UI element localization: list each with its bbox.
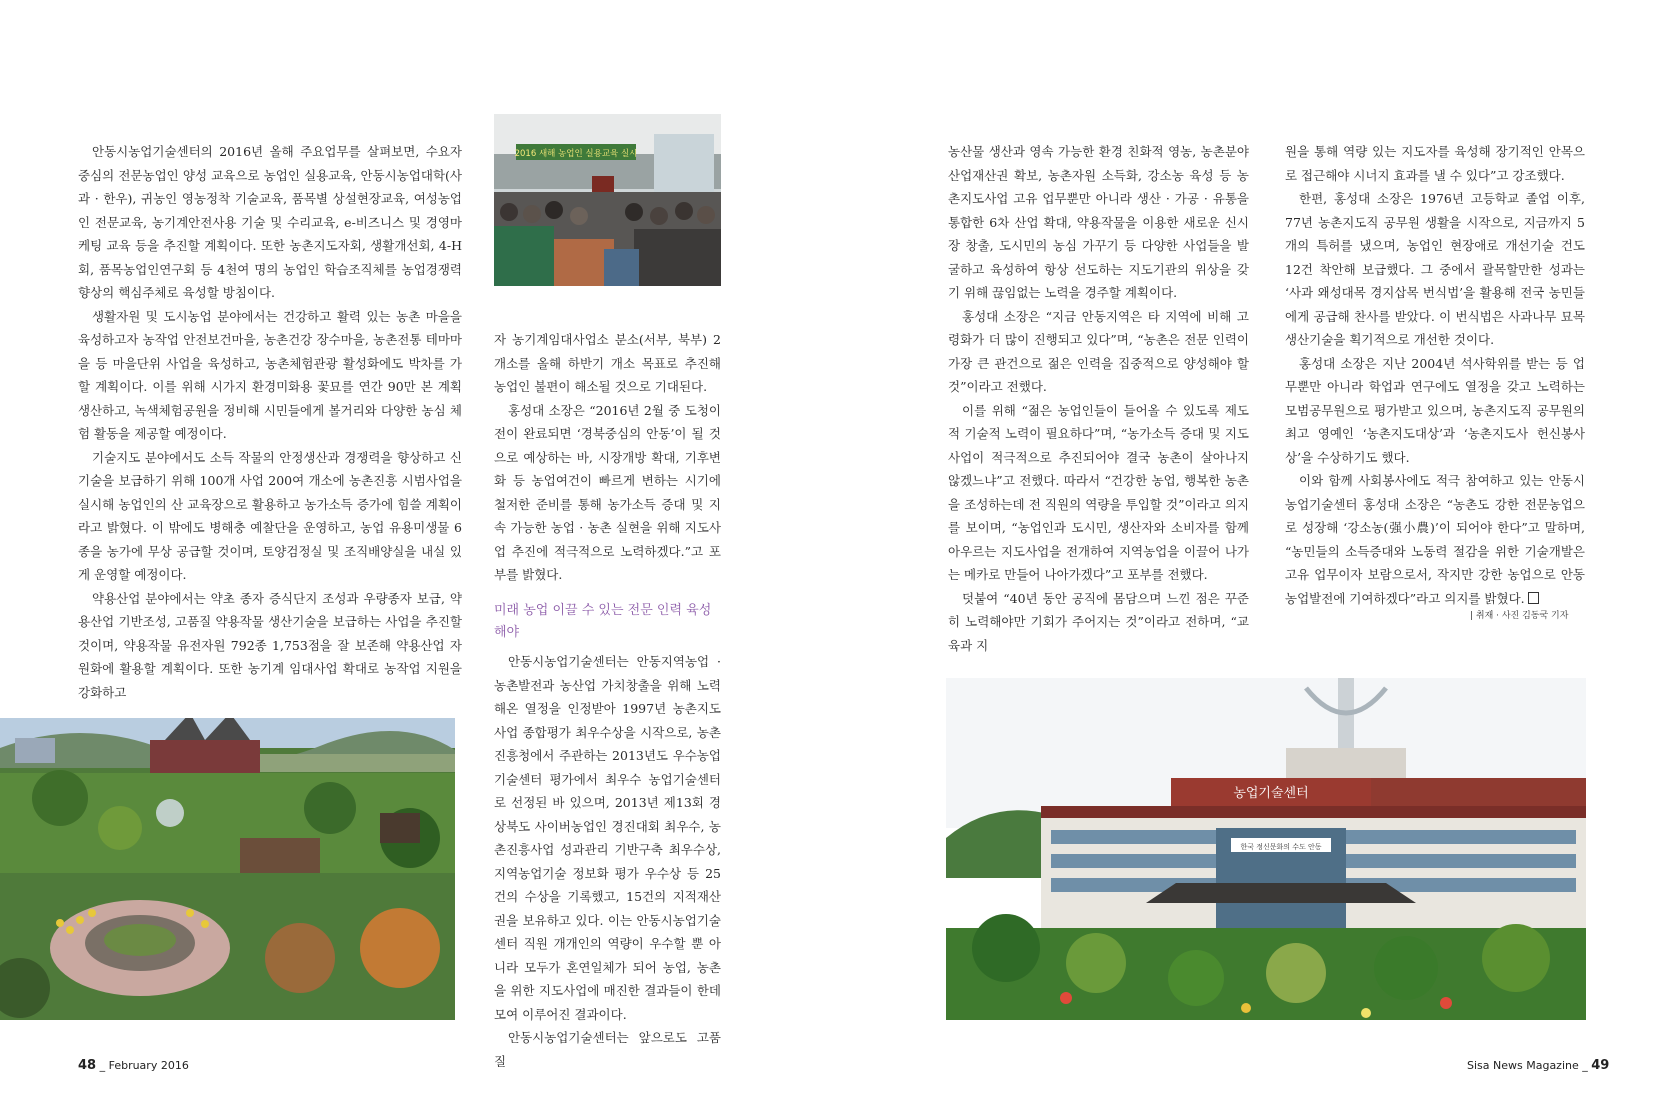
paragraph — [1285, 469, 1585, 610]
paragraph: 약용산업 분야에서는 약초 종자 증식단지 조성과 우량종자 보급, 약용산업 기반조성, 고품질 약용작물 생산기술을 보급하는 사업을 추진할 것이며, 약용작물 유전자원 792종 1,753점을 잘 보존해 약용산업 자원화에 활용할 계획이다. 또한 농기계 임대사업 확대로 농작업 지원을 강화하고 — [78, 590, 462, 700]
left-column-2b — [494, 650, 721, 1073]
seminar-photo — [494, 114, 721, 286]
end-mark-icon — [1528, 592, 1539, 604]
paragraph: 안동시농업기술센터는 앞으로도 고품질 — [494, 1030, 721, 1069]
paragraph: 기술지도 분야에서도 소득 작물의 안정생산과 경쟁력을 향상하고 신기술을 보급하기 위해 100개 사업 200여 개소에 농촌진흥 시범사업을 실시해 농업인의 산 교육장으로 활용하고 농가소득 증가에 힘쓸 계획이라고 밝혔다. 이 밖에도 병해충 예찰단을 운영하고, 농업 유용미생물 6종을 농가에 무상 공급할 것이며, 토양검정실 및 조직배양실을 내실 있게 운영할 예정이다. — [78, 449, 462, 582]
left-column-2 — [494, 328, 721, 587]
paragraph: 안동시농업기술센터는 안동지역농업 · 농촌발전과 농산업 가치창출을 위해 노력해온 열정을 인정받아 1997년 농촌지도사업 종합평가 최우수상을 시작으로, 농촌진흥청에서 주관하는 2013년도 우수농업기술센터 평가에서 최우수 농업기술센터로 선정된 바 있으며, 2013년 제13회 경상북도 사이버농업인 경진대회 최우수, 농촌진흥사업 성과관리 기반구축 최우수상, 지역농업기술 정보화 평가 우수상 등 25건의 수상을 기록했고, 15건의 지적재산권을 보유하고 있다. 이는 안동시농업기술센터 직원 개개인의 역량이 우수할 뿐 아니라 모두가 혼연일체가 되어 농업, 농촌을 위한 지도사업에 매진한 결과들이 한데 모여 이루어진 결과이다. — [494, 654, 721, 1022]
paragraph: 농산물 생산과 영속 가능한 환경 친화적 영농, 농촌분야 산업재산권 확보, 농촌자원 소득화, 강소농 육성 등 농촌지도사업 고유 업무뿐만 아니라 생산 · 가공 · 유통을 통합한 6차 산업 확대, 약용작물을 이용한 새로운 신시장 창출, 도시민의 농심 가꾸기 등 다양한 사업들을 발굴하고 육성하여 항상 선도하는 지도기관의 위상을 갖기 위해 끊임없는 노력을 경주할 계획이다. — [948, 144, 1249, 300]
paragraph: 자 농기계임대사업소 분소(서부, 북부) 2개소를 올해 하반기 개소 목표로 추진해 농업인 불편이 해소될 것으로 기대된다. — [494, 332, 721, 394]
garden-aerial-photo — [0, 718, 455, 1020]
left-page-footer — [78, 1058, 189, 1073]
right-page-footer — [1467, 1058, 1609, 1073]
paragraph: 덧붙여 “40년 동안 공직에 몸담으며 느낀 점은 꾸준히 노력해야만 기회가 주어지는 것”이라고 전하며, “교육과 지 — [948, 590, 1249, 653]
center-building-photo — [946, 678, 1586, 1020]
paragraph-text: 이와 함께 사회봉사에도 적극 참여하고 있는 안동시농업기술센터 홍성대 소장은 “농촌도 강한 전문농업으로 성장해 ‘강소농(强小農)’이 되어야 한다”고 말하며, “농민들의 소득증대와 노동력 절감을 위한 기술개발은 고유 업무이자 보람으로서, 작지만 강한 농업으로 안동농업발전에 기여하겠다”라고 의지를 밝혔다. — [1285, 473, 1585, 606]
paragraph: 홍성대 소장은 “지금 안동지역은 타 지역에 비해 고령화가 더 많이 진행되고 있다”며, “농촌은 전문 인력이 가장 큰 관건으로 젊은 인력을 집중적으로 양성해야 할 것”이라고 전했다. — [948, 308, 1249, 394]
paragraph: 생활자원 및 도시농업 분야에서는 건강하고 활력 있는 농촌 마을을 육성하고자 농작업 안전보건마을, 농촌건강 장수마을, 농촌전통 테마마을 등 마을단위 사업을 육성하고, 농촌체험관광 활성화에도 박차를 가할 계획이다. 이를 위해 시가지 환경미화용 꽃묘를 연간 90만 본 계획 생산하고, 녹색체험공원을 정비해 시민들에게 볼거리와 다양한 농심 체험 활동을 제공할 예정이다. — [78, 308, 462, 441]
building-sign-text: 농업기술센터 — [1233, 786, 1309, 801]
left-column-1 — [78, 140, 462, 704]
paragraph: 이를 위해 “젊은 농업인들이 들어올 수 있도록 제도적 기술적 노력이 필요하다”며, “농가소득 증대 및 지도사업이 적극적으로 추진되어야 결국 농촌이 살아나지 않겠느냐”고 전했다. 따라서 “건강한 농업, 행복한 농촌을 조성하는데 전 직원의 역량을 투입할 것”이라고 의지를 보이며, “농업인과 도시민, 생산자와 소비자를 함께 아우르는 지도사업을 전개하여 지역농업을 이끌어 나가는 메카로 만들어 나아가겠다”고 포부를 전했다. — [948, 402, 1249, 582]
building-plaque-text: 한국 정신문화의 수도 안동 — [1240, 843, 1322, 851]
paragraph: 홍성대 소장은 “2016년 2월 중 도청이전이 완료되면 ‘경북중심의 안동’이 될 것으로 예상하는 바, 시장개방 확대, 기후변화 등 농업여건이 빠르게 변하는 시기에 철저한 준비를 통해 농가소득 증대 및 지속 가능한 농업 · 농촌 실현을 위해 지도사업 추진에 적극적으로 노력하겠다.”고 포부를 밝혔다. — [494, 402, 721, 582]
right-column-4 — [1285, 140, 1585, 610]
paragraph: 안동시농업기술센터의 2016년 올해 주요업무를 살펴보면, 수요자 중심의 전문농업인 양성 교육으로 농업인 실용교육, 안동시농업대학(사과 · 한우), 귀농인 영농정착 기술교육, 품목별 상설현장교육, 여성농업인 전문교육, 농기계안전사용 기술 및 수리교육, e-비즈니스 및 경영마케팅 교육 등을 추진할 계획이다. 또한 농촌지도자회, 생활개선회, 4-H회, 품목농업인연구회 등 4천여 명의 농업인 학습조직체를 농업경쟁력 향상의 핵심주체로 육성할 방침이다. — [78, 144, 462, 300]
photo-credit: | 취재 · 사진 김동국 기자 — [1470, 611, 1569, 621]
section-subheading: 미래 농업 이끌 수 있는 전문 인력 육성해야 — [494, 603, 712, 640]
right-column-3 — [948, 140, 1249, 657]
issue-date: _ February 2016 — [99, 1059, 189, 1072]
paragraph: 원을 통해 역량 있는 지도자를 육성해 장기적인 안목으로 접근해야 시너지 효과를 낼 수 있다”고 강조했다. — [1285, 144, 1585, 183]
page-number: 48 — [78, 1058, 97, 1073]
paragraph: 홍성대 소장은 지난 2004년 석사학위를 받는 등 업무뿐만 아니라 학업과 연구에도 열정을 갖고 노력하는 모범공무원으로 평가받고 있으며, 농촌지도직 공무원의 최고 영예인 ‘농촌지도대상’과 ‘농촌지도사 헌신봉사상’을 수상하기도 했다. — [1285, 355, 1585, 465]
page-number: 49 — [1591, 1058, 1610, 1073]
seminar-banner-text: 2016 새해 농업인 실용교육 실시 — [514, 149, 638, 159]
paragraph: 한편, 홍성대 소장은 1976년 고등학교 졸업 이후, 77년 농촌지도직 공무원 생활을 시작으로, 지금까지 5개의 특허를 냈으며, 농업인 현장애로 개선기술 건도 12건 착안해 보급했다. 그 중에서 괄목할만한 성과는 ‘사과 왜성대목 경지삽목 번식법’을 활용해 전국 농민들에게 공급해 찬사를 받았다. 이 번식법은 사과나무 묘목생산기술을 획기적으로 개선한 것이다. — [1285, 191, 1585, 347]
magazine-name: Sisa News Magazine _ — [1467, 1059, 1588, 1072]
